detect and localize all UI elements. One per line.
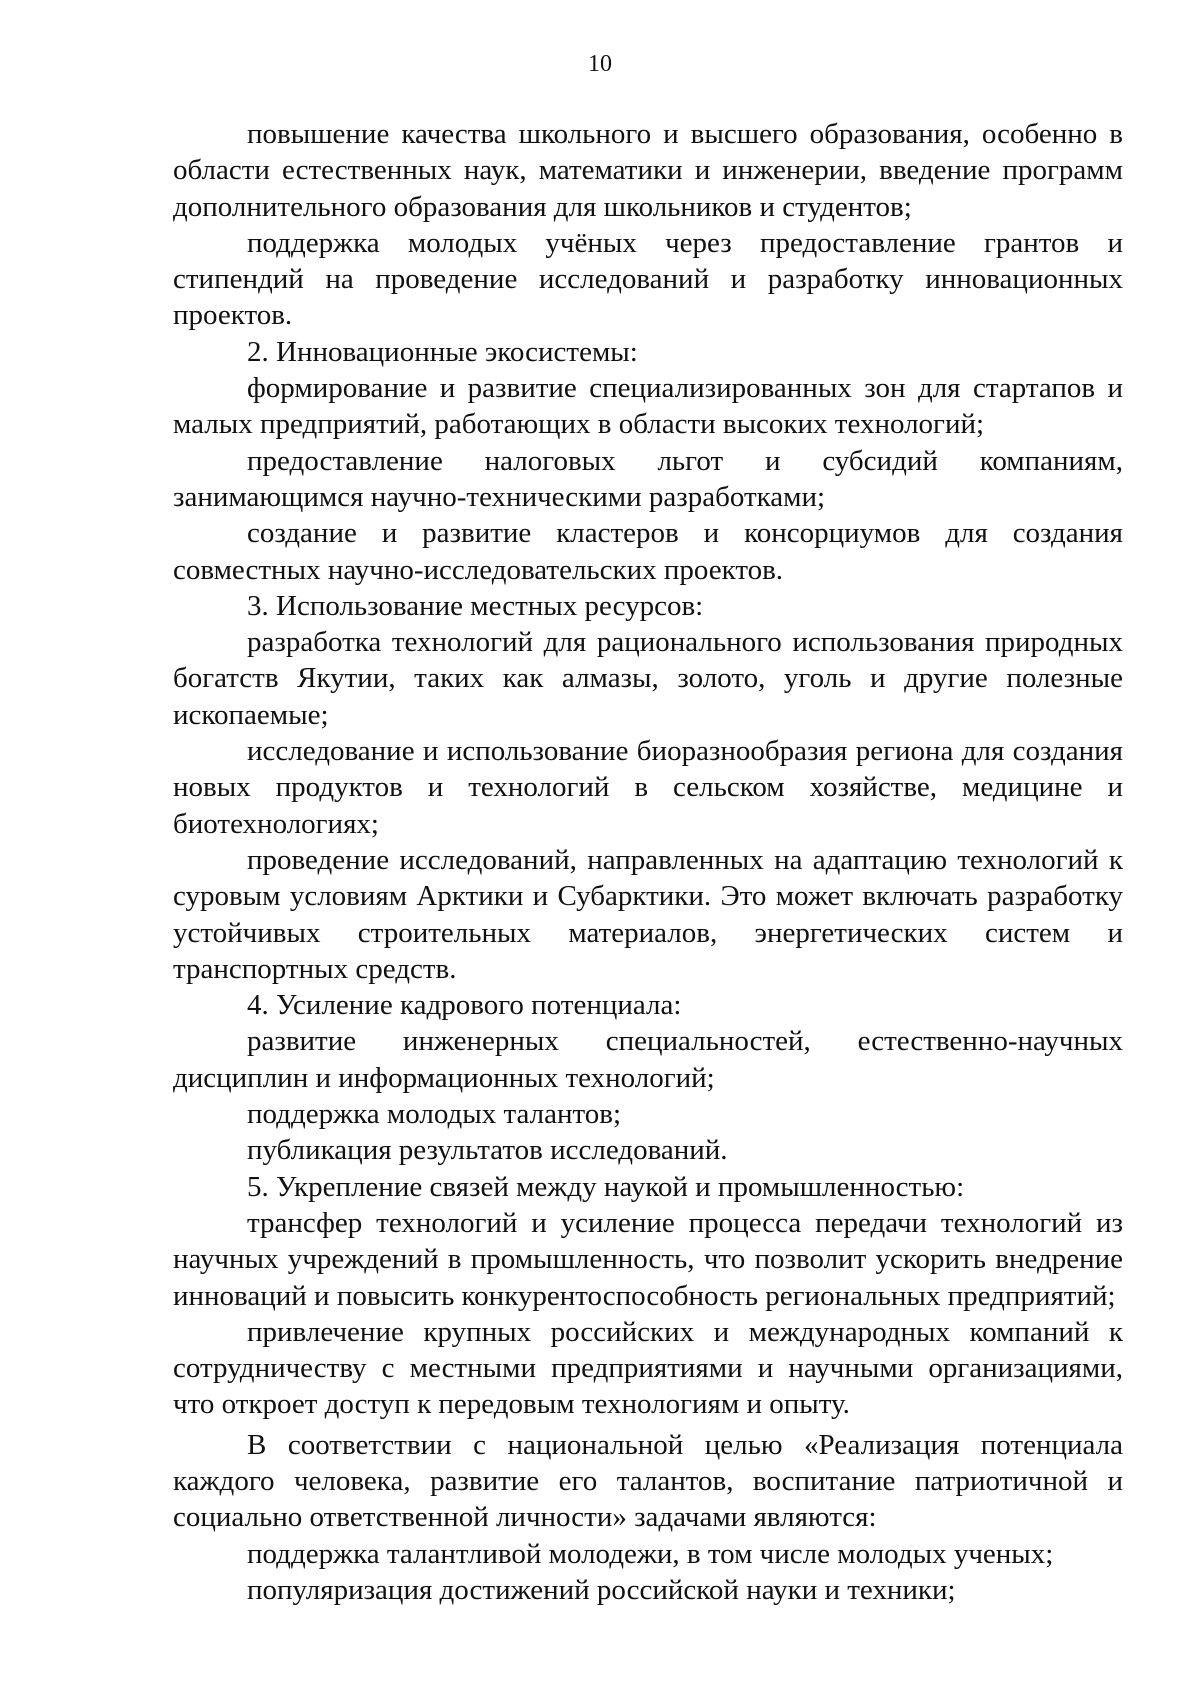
paragraph: поддержка талантливой молодежи, в том числе молодых ученых; [247,1537,1054,1570]
paragraph: публикация результатов исследований. [247,1134,728,1167]
section-heading: 4. Усиление кадрового потенциала: [247,989,682,1022]
paragraph: поддержка молодых учёных через предоставление грантов и стипендий на проведение исследований и разработку инновационных проектов. [173,226,1123,332]
paragraph: разработка технологий для рационального использования природных богатств Якутии, таких как алмазы, золото, уголь и другие полезные ископаемые; [173,626,1123,731]
paragraph: создание и развитие кластеров и консорциумов для создания совместных научно-исследовательских проектов. [173,517,1123,586]
section-heading: 2. Инновационные экосистемы: [247,335,638,368]
document-body [173,116,1123,1608]
paragraph: популяризация достижений российской науки и техники; [247,1573,956,1606]
section-heading: 3. Использование местных ресурсов: [247,589,704,622]
paragraph: поддержка молодых талантов; [247,1098,622,1131]
paragraph: В соответствии с национальной целью «Реализация потенциала каждого человека, развитие его талантов, воспитание патриотичной и социально ответственной личности» задачами являются: [173,1428,1123,1534]
paragraph: привлечение крупных российских и международных компаний к сотрудничеству с местными предприятиями и научными организациями, что откроет доступ к передовым технологиям и опыту. [173,1315,1123,1421]
paragraph: проведение исследований, направленных на адаптацию технологий к суровым условиям Арктики и Субарктики. Это может включать разработку устойчивых строительных материалов, энергетических систем и транспортных средств. [173,843,1123,985]
section-heading: 5. Укрепление связей между наукой и промышленностью: [247,1170,965,1203]
paragraph: исследование и использование биоразнообразия региона для создания новых продуктов и технологий в сельском хозяйстве, медицине и биотехнологиях; [173,735,1123,840]
paragraph: развитие инженерных специальностей, естественно-научных дисциплин и информационных технологий; [173,1025,1123,1094]
paragraph: предоставление налоговых льгот и субсидий компаниям, занимающимся научно-техническими разработками; [173,444,1123,513]
paragraph: формирование и развитие специализированных зон для стартапов и малых предприятий, работающих в области высоких технологий; [173,372,1123,441]
paragraph: трансфер технологий и усиление процесса передачи технологий из научных учреждений в промышленность, что позволит ускорить внедрение инноваций и повысить конкурентоспособность региональных предприятий; [173,1206,1123,1312]
paragraph: повышение качества школьного и высшего образования, особенно в области естественных наук, математики и инженерии, введение программ дополнительного образования для школьников и студентов; [173,118,1123,223]
page-number: 10 [588,51,612,77]
